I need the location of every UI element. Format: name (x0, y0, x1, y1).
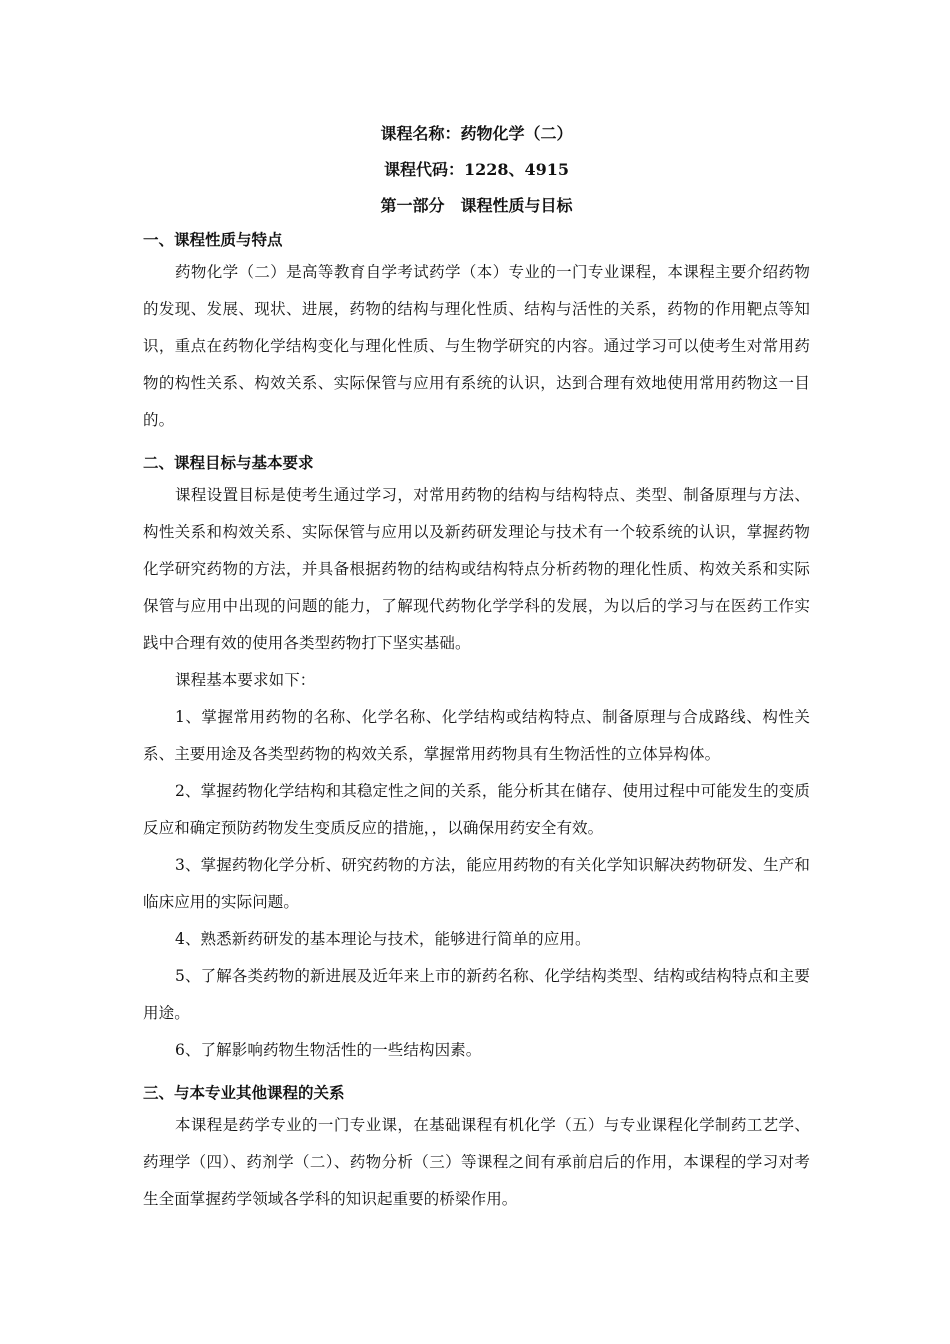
requirement-item-4: 4、熟悉新药研发的基本理论与技术，能够进行简单的应用。 (175, 930, 591, 948)
part-title: 第一部分 课程性质与目标 (380, 196, 573, 215)
course-name-title: 课程名称：药物化学（二） (380, 124, 573, 143)
requirement-item-2: 2、掌握药物化学结构和其稳定性之间的关系，能分析其在储存、使用过程中可能发生的变质反应和确定预防药物发生变质反应的措施，，以确保用药安全有效。 (143, 782, 810, 837)
paragraph-nature: 药物化学（二）是高等教育自学考试药学（本）专业的一门专业课程，本课程主要介绍药物的发现、发展、现状、进展，药物的结构与理化性质、结构与活性的关系，药物的作用靶点等知识，重点在药物化学结构变化与理化性质、与生物学研究的内容。通过学习可以使考生对常用药物的构性关系、构效关系、实际保管与应用有系统的认识，达到合理有效地使用常用药物这一目的。 (143, 263, 810, 429)
requirement-item-5: 5、了解各类药物的新进展及近年来上市的新药名称、化学结构类型、结构或结构特点和主要用途。 (143, 967, 810, 1022)
paragraph-relations: 本课程是药学专业的一门专业课，在基础课程有机化学（五）与专业课程化学制药工艺学、药理学（四）、药剂学（二）、药物分析（三）等课程之间有承前启后的作用，本课程的学习对考生全面掌握药学领域各学科的知识起重要的桥梁作用。 (143, 1116, 810, 1208)
section-heading-relations: 三、与本专业其他课程的关系 (143, 1083, 345, 1102)
paragraph-requirements-intro: 课程基本要求如下： (175, 671, 316, 689)
paragraph-goals: 课程设置目标是使考生通过学习，对常用药物的结构与结构特点、类型、制备原理与方法、构性关系和构效关系、实际保管与应用以及新药研发理论与技术有一个较系统的认识，掌握药物化学研究药物的方法，并具备根据药物的结构或结构特点分析药物的理化性质、构效关系和实际保管与应用中出现的问题的能力，了解现代药物化学学科的发展，为以后的学习与在医药工作实践中合理有效的使用各类型药物打下坚实基础。 (143, 486, 810, 652)
course-code-title: 课程代码：1228、4915 (383, 160, 570, 179)
section-heading-nature: 一、课程性质与特点 (143, 230, 283, 249)
requirement-item-6: 6、了解影响药物生物活性的一些结构因素。 (175, 1041, 482, 1059)
section-heading-goals: 二、课程目标与基本要求 (143, 453, 314, 472)
requirement-item-3: 3、掌握药物化学分析、研究药物的方法，能应用药物的有关化学知识解决药物研发、生产和临床应用的实际问题。 (143, 856, 810, 911)
requirement-item-1: 1、掌握常用药物的名称、化学名称、化学结构或结构特点、制备原理与合成路线、构性关系、主要用途及各类型药物的构效关系，掌握常用药物具有生物活性的立体异构体。 (143, 708, 810, 763)
